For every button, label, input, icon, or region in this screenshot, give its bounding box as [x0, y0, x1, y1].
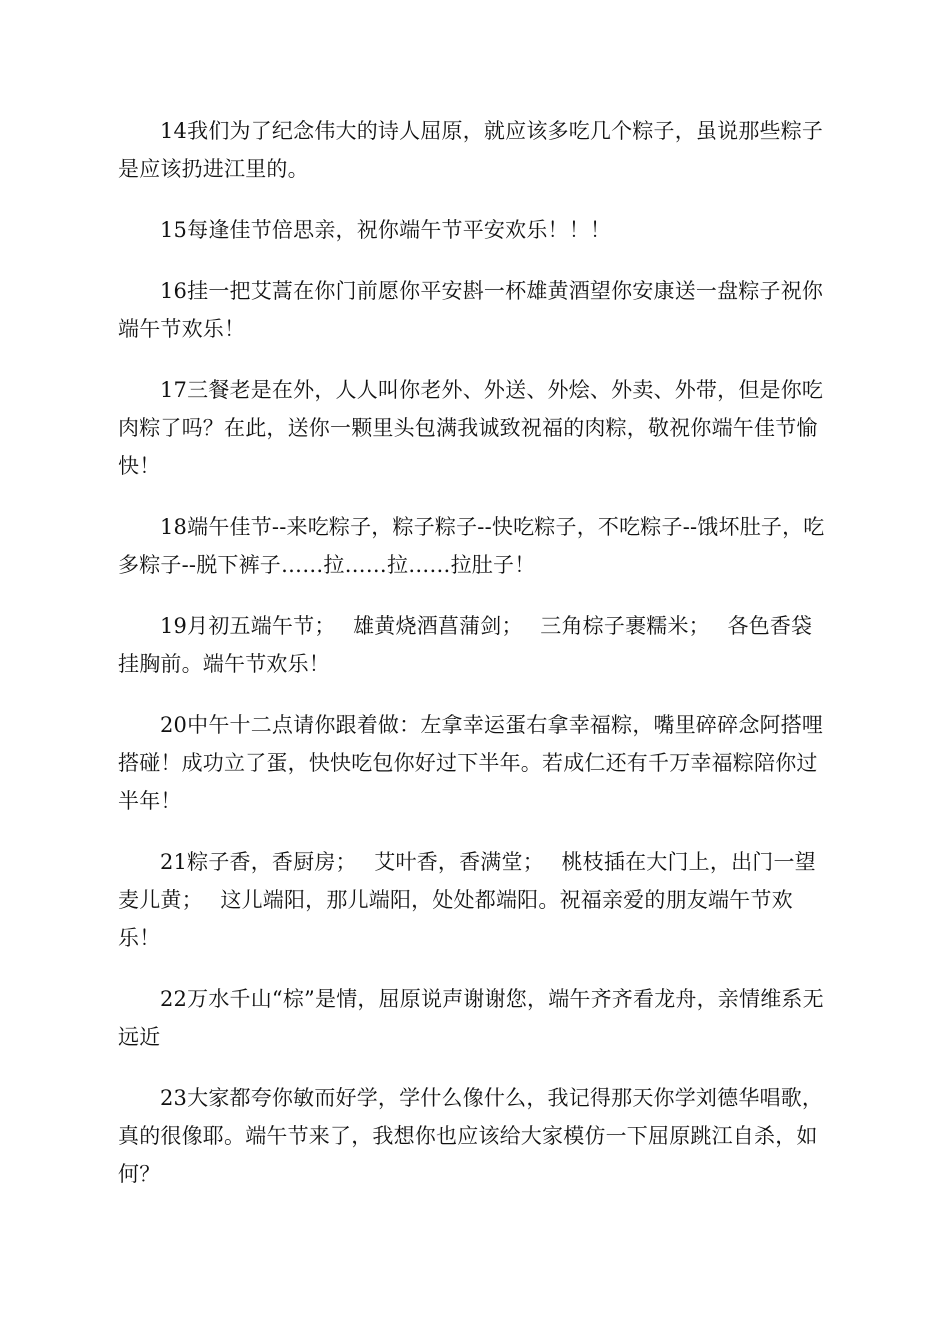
paragraph-22: 22万水千山“棕”是情，屈原说声谢谢您，端午齐齐看龙舟，亲情维系无远近	[118, 987, 824, 1049]
paragraph-16: 16挂一把艾蒿在你门前愿你平安斟一杯雄黄酒望你安康送一盘粽子祝你端午节欢乐！	[118, 279, 824, 341]
paragraph-14: 14我们为了纪念伟大的诗人屈原，就应该多吃几个粽子，虽说那些粽子是应该扔进江里的。	[118, 119, 824, 181]
paragraph-15: 15每逢佳节倍思亲，祝你端午节平安欢乐！！！	[160, 218, 612, 242]
paragraph-21: 21粽子香，香厨房； 艾叶香，香满堂； 桃枝插在大门上，出门一望麦儿黄； 这儿端阳，那儿端阳，处处都端阳。祝福亲爱的朋友端午节欢乐！	[118, 850, 816, 950]
paragraph-19: 19月初五端午节； 雄黄烧酒菖蒲剑； 三角棕子裹糯米； 各色香袋挂胸前。端午节欢乐！	[118, 614, 813, 676]
paragraph-23: 23大家都夸你敏而好学，学什么像什么，我记得那天你学刘德华唱歌，真的很像耶。端午节来了，我想你也应该给大家模仿一下屈原跳江自杀，如何？	[118, 1086, 824, 1186]
paragraph-17: 17三餐老是在外，人人叫你老外、外送、外烩、外卖、外带，但是你吃肉粽了吗？在此，送你一颗里头包满我诚致祝福的肉粽，敬祝你端午佳节愉快！	[118, 378, 824, 478]
paragraph-20: 20中午十二点请你跟着做：左拿幸运蛋右拿幸福粽，嘴里碎碎念阿搭哩搭碰！成功立了蛋，快快吃包你好过下半年。若成仁还有千万幸福粽陪你过半年！	[118, 713, 824, 813]
paragraph-18: 18端午佳节--来吃粽子，粽子粽子--快吃粽子，不吃粽子--饿坏肚子，吃多粽子--脱下裤子……拉……拉……拉肚子！	[118, 515, 825, 577]
